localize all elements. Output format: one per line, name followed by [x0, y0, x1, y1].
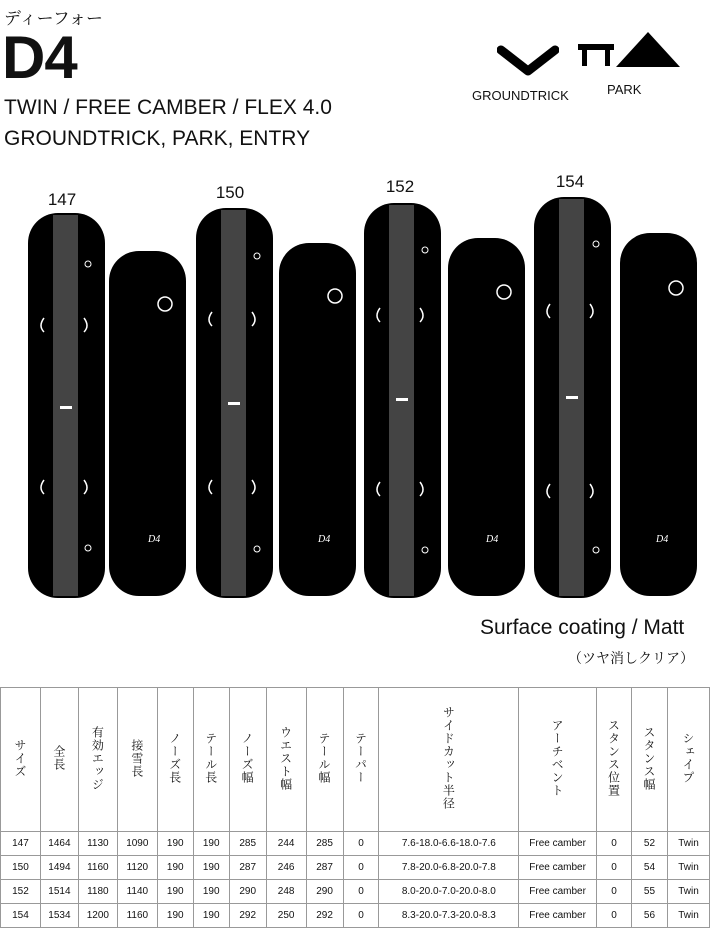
table-cell: 1180 [78, 880, 117, 904]
table-cell: 0 [597, 880, 632, 904]
spec-line-shape: TWIN / FREE CAMBER / FLEX 4.0 [4, 96, 332, 119]
board-size-154: 154 [555, 172, 585, 191]
table-cell: 190 [193, 832, 229, 856]
table-cell: 0 [597, 856, 632, 880]
table-row [1, 880, 710, 904]
header-cell: 接雪長 [117, 688, 157, 832]
table-cell: 0 [343, 904, 379, 928]
model-name: D4 [2, 24, 77, 91]
svg-text:D4: D4 [318, 534, 331, 545]
header-cell: アーチベント [519, 688, 597, 832]
table-cell: 290 [229, 880, 266, 904]
table-cell: 248 [266, 880, 306, 904]
table-cell: 54 [632, 856, 668, 880]
spec-line-use: GROUNDTRICK, PARK, ENTRY [4, 127, 311, 150]
header-cell: シェイプ [667, 688, 709, 832]
table-cell: 150 [1, 856, 41, 880]
table-cell: 287 [229, 856, 266, 880]
board-size-150: 150 [215, 183, 245, 202]
table-cell: Free camber [519, 856, 597, 880]
table-cell: 190 [157, 856, 193, 880]
header-cell: サイドカット半径 [379, 688, 519, 832]
header-cell: スタンス幅 [632, 688, 668, 832]
model-kana: ディーフォー [4, 9, 103, 28]
table-cell: 0 [343, 856, 379, 880]
table-cell: 8.0-20.0-7.0-20.0-8.0 [379, 880, 519, 904]
park-label: PARK [607, 82, 642, 97]
table-row [1, 856, 710, 880]
header-cell: 有効エッジ [78, 688, 117, 832]
table-cell: Twin [667, 832, 709, 856]
spec-table-header [1, 688, 710, 832]
table-cell: 290 [306, 880, 343, 904]
table-cell: 1200 [78, 904, 117, 928]
table-cell: Twin [667, 880, 709, 904]
board-150-top [196, 208, 273, 598]
table-cell: 8.3-20.0-7.3-20.0-8.3 [379, 904, 519, 928]
board-150-base [279, 243, 356, 596]
table-cell: 190 [157, 904, 193, 928]
table-cell: 1130 [78, 832, 117, 856]
table-cell: 190 [193, 904, 229, 928]
table-cell: 250 [266, 904, 306, 928]
header-cell: サイズ [1, 688, 41, 832]
table-cell: 0 [343, 832, 379, 856]
table-cell: 246 [266, 856, 306, 880]
table-cell: 292 [306, 904, 343, 928]
table-cell: 1140 [117, 880, 157, 904]
table-cell: Twin [667, 904, 709, 928]
boards-illustration [0, 160, 710, 610]
table-cell: 1534 [40, 904, 78, 928]
surface-coating: Surface coating / Matt [480, 616, 685, 639]
header-cell: テーパー [343, 688, 379, 832]
table-cell: 154 [1, 904, 41, 928]
header-cell: ノーズ幅 [229, 688, 266, 832]
table-cell: 190 [193, 856, 229, 880]
board-152-base [448, 238, 525, 596]
table-cell: 190 [157, 832, 193, 856]
header-cell: テール幅 [306, 688, 343, 832]
table-cell: 0 [597, 904, 632, 928]
table-cell: Free camber [519, 904, 597, 928]
table-row [1, 832, 710, 856]
table-cell: 285 [229, 832, 266, 856]
table-cell: 244 [266, 832, 306, 856]
board-147-top [28, 213, 105, 598]
table-cell: 55 [632, 880, 668, 904]
table-cell: Free camber [519, 832, 597, 856]
table-cell: 147 [1, 832, 41, 856]
park-icon [578, 30, 682, 70]
table-cell: 0 [597, 832, 632, 856]
table-cell: 190 [157, 880, 193, 904]
svg-text:D4: D4 [656, 534, 669, 545]
table-cell: 1160 [78, 856, 117, 880]
table-cell: 7.6-18.0-6.6-18.0-7.6 [379, 832, 519, 856]
table-cell: 1464 [40, 832, 78, 856]
table-cell: 52 [632, 832, 668, 856]
table-cell: 287 [306, 856, 343, 880]
table-cell: 285 [306, 832, 343, 856]
table-cell: Free camber [519, 880, 597, 904]
svg-text:D4: D4 [486, 534, 499, 545]
groundtrick-icon [497, 44, 559, 78]
table-cell: 152 [1, 880, 41, 904]
table-cell: 190 [193, 880, 229, 904]
board-152-top [364, 203, 441, 598]
table-cell: 7.8-20.0-6.8-20.0-7.8 [379, 856, 519, 880]
table-cell: 292 [229, 904, 266, 928]
table-cell: 0 [343, 880, 379, 904]
table-cell: 1120 [117, 856, 157, 880]
header-cell: ノーズ長 [157, 688, 193, 832]
table-cell: 1090 [117, 832, 157, 856]
board-154-base [620, 233, 697, 596]
table-cell: 1514 [40, 880, 78, 904]
header-cell: ウエスト幅 [266, 688, 306, 832]
board-154-top [534, 197, 611, 598]
board-size-147: 147 [47, 190, 77, 209]
header-cell: テール長 [193, 688, 229, 832]
table-cell: 1494 [40, 856, 78, 880]
header-cell: スタンス位置 [597, 688, 632, 832]
spec-table [0, 687, 710, 928]
table-cell: Twin [667, 856, 709, 880]
groundtrick-label: GROUNDTRICK [472, 88, 569, 103]
table-cell: 56 [632, 904, 668, 928]
table-row [1, 904, 710, 928]
surface-coating-note: （ツヤ消しクリア） [568, 650, 694, 666]
board-size-152: 152 [385, 177, 415, 196]
header-cell: 全長 [40, 688, 78, 832]
table-cell: 1160 [117, 904, 157, 928]
svg-text:D4: D4 [148, 534, 161, 545]
board-147-base [109, 251, 186, 596]
